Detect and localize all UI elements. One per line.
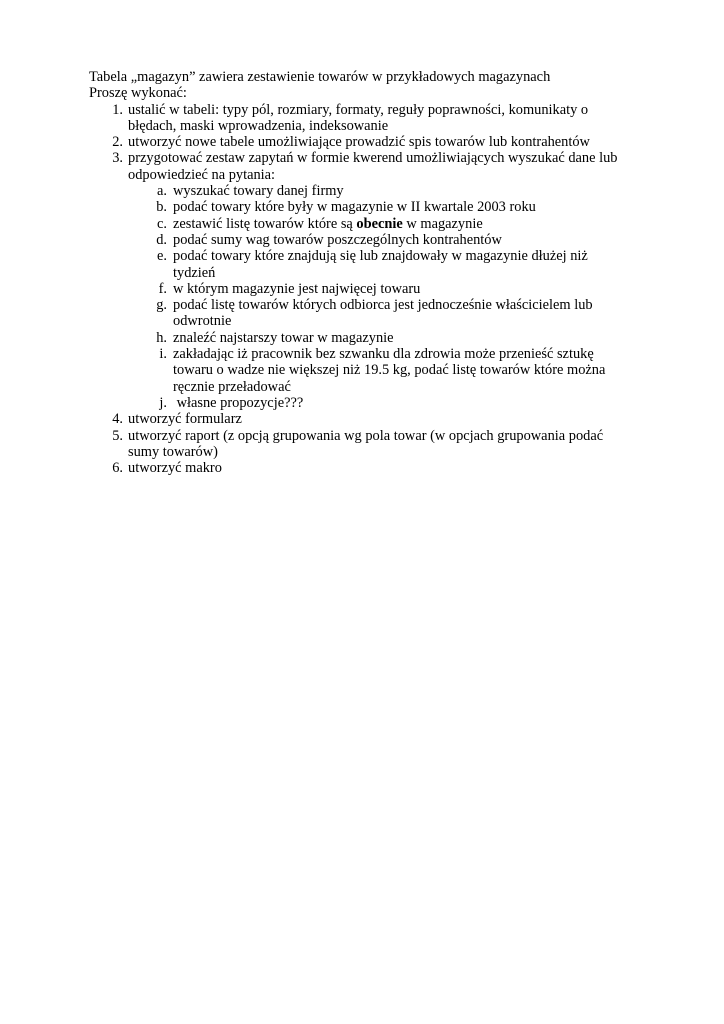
document-body <box>89 69 649 476</box>
subtask-item <box>89 281 649 297</box>
subtask-text: własne propozycje??? <box>173 394 304 411</box>
subtask-text: towaru o wadze nie większej niż 19.5 kg, podać listę towarów które można <box>173 362 606 379</box>
task-list-continued <box>89 411 649 476</box>
task-text: ustalić w tabeli: typy pól, rozmiary, formaty, reguły poprawności, komunikaty o <box>128 101 589 118</box>
task-item <box>89 428 649 461</box>
subtask-item <box>89 232 649 248</box>
list-marker: j. <box>159 394 167 411</box>
list-marker: i. <box>159 346 167 363</box>
subtask-list <box>89 183 649 411</box>
list-marker: e. <box>157 248 167 265</box>
list-marker: c. <box>157 215 167 232</box>
list-marker: h. <box>156 329 167 346</box>
task-text: przygotować zestaw zapytań w formie kwerend umożliwiających wyszukać dane lub <box>128 150 618 167</box>
subtask-item <box>89 346 649 395</box>
list-marker: 6. <box>112 460 123 477</box>
subtask-item <box>89 297 649 330</box>
subtask-text: odwrotnie <box>173 313 232 330</box>
subtask-text: podać listę towarów których odbiorca jest jednocześnie właścicielem lub <box>173 297 593 314</box>
task-item <box>89 134 649 150</box>
subtask-item <box>89 216 649 232</box>
intro-line: Tabela „magazyn” zawiera zestawienie towarów w przykładowych magazynach <box>89 69 551 85</box>
subtask-text-start: zestawić listę towarów które są <box>173 215 357 232</box>
list-marker: 2. <box>112 134 123 151</box>
subtask-text: tydzień <box>173 264 216 281</box>
subtask-item <box>89 330 649 346</box>
list-marker: b. <box>156 199 167 216</box>
task-text: utworzyć raport (z opcją grupowania wg pola towar (w opcjach grupowania podać <box>128 427 604 444</box>
emphasis-word: obecnie <box>356 215 403 232</box>
task-text: odpowiedzieć na pytania: <box>128 166 276 183</box>
subtask-text: w którym magazynie jest najwięcej towaru <box>173 280 421 297</box>
list-marker: 1. <box>112 101 123 118</box>
list-marker: 4. <box>112 411 123 428</box>
task-item <box>89 411 649 427</box>
list-marker: f. <box>158 280 167 297</box>
task-text: utworzyć nowe tabele umożliwiające prowadzić spis towarów lub kontrahentów <box>128 134 590 151</box>
task-item <box>89 150 649 183</box>
subtask-text: podać towary które znajdują się lub znajdowały w magazynie dłużej niż <box>173 248 588 265</box>
instruction-line: Proszę wykonać: <box>89 85 187 102</box>
subtask-item <box>89 199 649 215</box>
subtask-item <box>89 183 649 199</box>
task-text: sumy towarów) <box>128 443 218 460</box>
task-item <box>89 102 649 135</box>
list-marker: d. <box>156 231 167 248</box>
task-text: utworzyć formularz <box>128 411 242 428</box>
task-item <box>89 460 649 476</box>
list-marker: 5. <box>112 427 123 444</box>
subtask-text: podać towary które były w magazynie w II kwartale 2003 roku <box>173 199 536 216</box>
list-marker: 3. <box>112 150 123 167</box>
subtask-text: ręcznie przeładować <box>173 378 291 395</box>
subtask-item <box>89 395 649 411</box>
subtask-text: zakładając iż pracownik bez szwanku dla zdrowia może przenieść sztukę <box>173 346 594 363</box>
subtask-item <box>89 248 649 281</box>
subtask-text: podać sumy wag towarów poszczególnych kontrahentów <box>173 231 502 248</box>
task-text: błędach, maski wprowadzenia, indeksowanie <box>128 117 389 134</box>
list-marker: a. <box>157 183 167 200</box>
list-marker: g. <box>156 297 167 314</box>
subtask-text: znaleźć najstarszy towar w magazynie <box>173 329 394 346</box>
subtask-text <box>173 216 649 232</box>
task-text: utworzyć makro <box>128 460 222 477</box>
task-list <box>89 102 649 183</box>
subtask-text: wyszukać towary danej firmy <box>173 183 344 200</box>
subtask-text-end: w magazynie <box>402 215 483 232</box>
